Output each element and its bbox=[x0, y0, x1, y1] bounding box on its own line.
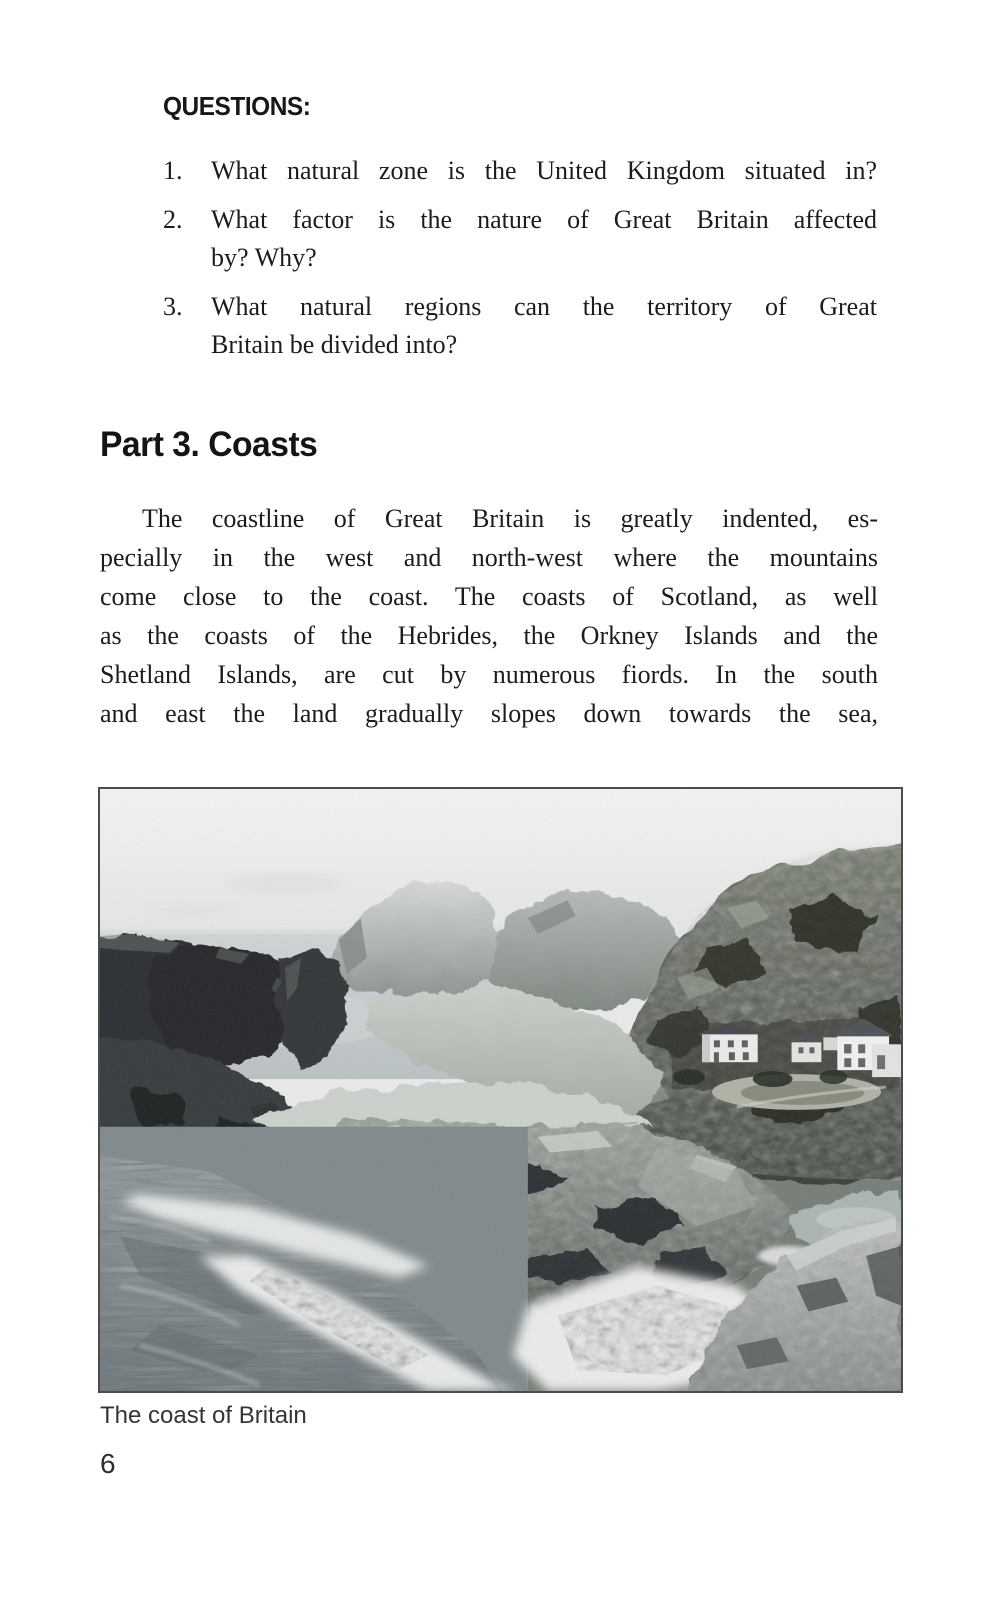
photo-caption: The coast of Britain bbox=[100, 1401, 307, 1429]
question-line: by? Why? bbox=[211, 243, 317, 272]
question-item bbox=[163, 152, 877, 191]
coast-photo bbox=[98, 787, 903, 1393]
questions-heading: QUESTIONS: bbox=[163, 91, 311, 121]
question-item bbox=[163, 288, 877, 365]
question-line: What natural zone is the United Kingdom situated in? bbox=[211, 156, 877, 185]
paragraph-line: and east the land gradually slopes down towards the sea, bbox=[100, 698, 878, 728]
question-number: 2. bbox=[163, 204, 183, 234]
section-heading: Part 3. Coasts bbox=[100, 424, 318, 464]
paragraph-line: pecially in the west and north-west where the mountains bbox=[100, 542, 878, 572]
paragraph-line: Shetland Islands, are cut by numerous fiords. In the south bbox=[100, 659, 878, 689]
questions-block bbox=[163, 93, 877, 365]
question-item bbox=[163, 201, 877, 278]
question-number: 1. bbox=[163, 156, 183, 185]
paragraph-line: as the coasts of the Hebrides, the Orkney Islands and the bbox=[100, 620, 878, 650]
body-paragraph bbox=[100, 499, 878, 733]
question-number: 3. bbox=[163, 291, 183, 321]
question-line: Britain be divided into? bbox=[211, 330, 458, 359]
coast-photo-figure bbox=[98, 787, 903, 1430]
coast-photo-illustration bbox=[100, 789, 901, 1391]
paragraph-line: come close to the coast. The coasts of Scotland, as well bbox=[100, 581, 878, 611]
question-line: What natural regions can the territory of Great bbox=[211, 291, 877, 321]
photo-grain-overlay bbox=[100, 789, 901, 1391]
question-line: What factor is the nature of Great Britain affected bbox=[211, 204, 877, 234]
paragraph-line: The coastline of Great Britain is greatly indented, es- bbox=[142, 503, 878, 533]
page-number: 6 bbox=[100, 1447, 116, 1479]
questions-list bbox=[163, 152, 877, 365]
